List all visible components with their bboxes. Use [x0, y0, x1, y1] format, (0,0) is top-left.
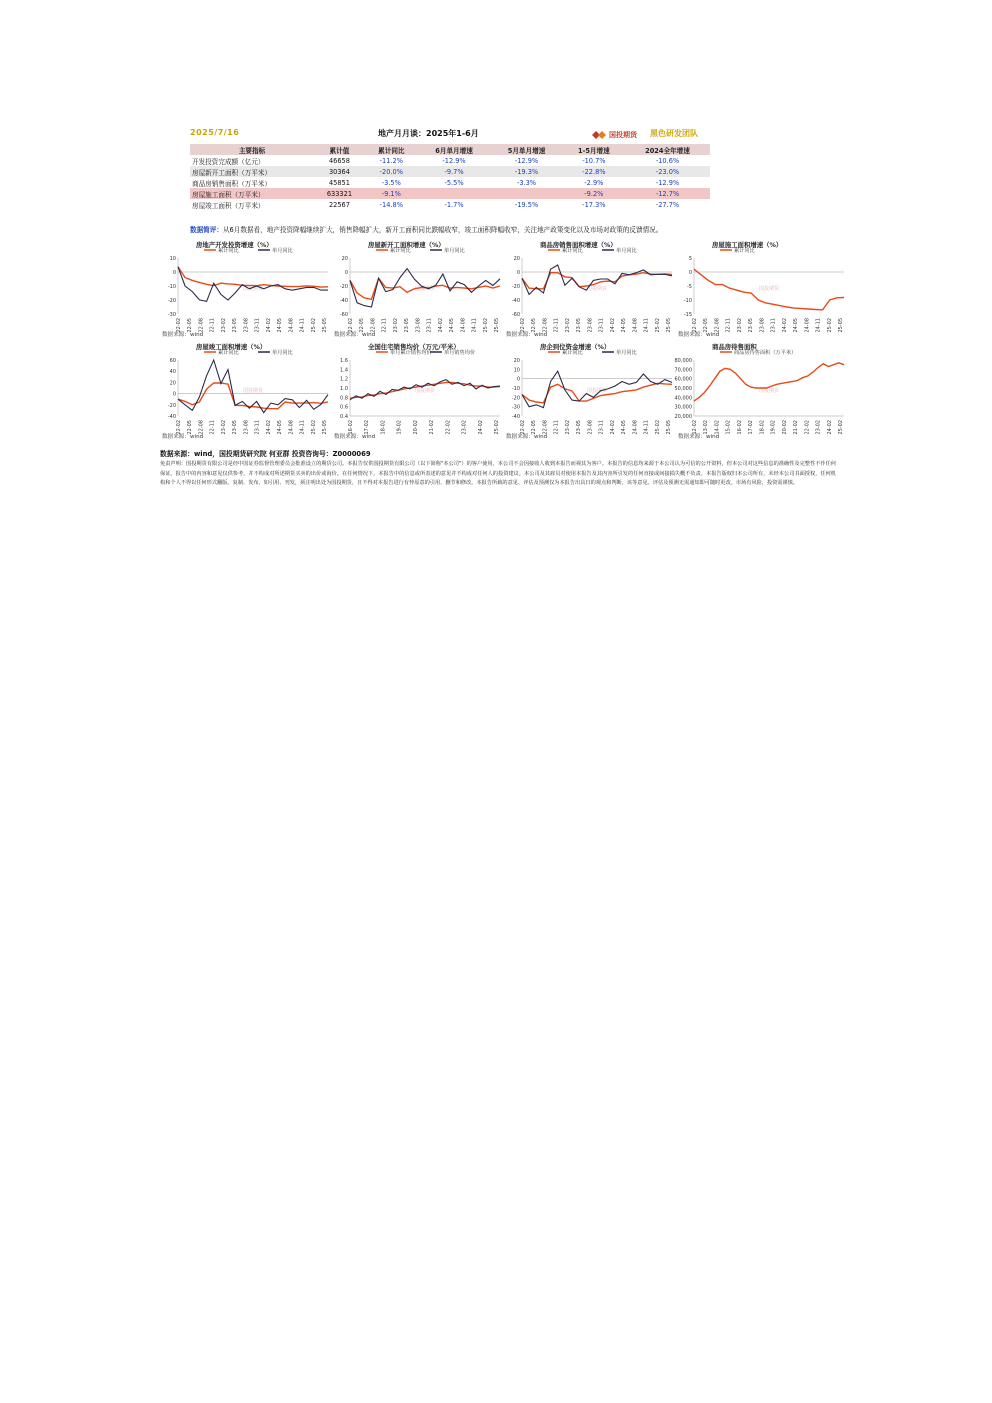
y-tick-label: 0: [516, 376, 520, 383]
x-tick-label: 22-05: [187, 420, 194, 435]
x-tick-label: 24-02: [265, 318, 272, 333]
x-tick-label: 20-02: [412, 420, 419, 435]
x-tick-label: 16-02: [736, 420, 743, 435]
x-tick-label: 23-02: [220, 318, 227, 333]
x-tick-label: 23-05: [576, 420, 583, 435]
y-tick-label: 0.6: [340, 404, 348, 411]
table-row: [190, 199, 710, 210]
x-tick-label: 23-05: [404, 318, 411, 333]
x-tick-label: 23-02: [220, 420, 227, 435]
y-tick-label: -20: [511, 284, 520, 290]
y-tick-label: 20: [513, 358, 520, 364]
row-m6: -5.5%: [444, 178, 464, 187]
chart-title: 房屋竣工面积增速（%）: [196, 343, 267, 351]
row-value: 45851: [328, 178, 350, 187]
watermark: 国投期货: [242, 388, 264, 394]
x-tick-label: 23-05: [576, 318, 583, 333]
col-header: 累计同比: [365, 144, 418, 155]
row-value: 22567: [328, 200, 350, 209]
table-row: [190, 188, 710, 199]
y-tick-label: 1.6: [340, 358, 348, 364]
x-tick-label: 24-08: [804, 318, 811, 333]
y-tick-label: 30,000: [674, 404, 692, 411]
row-m5: -19.5%: [514, 200, 539, 209]
legend-label: 单月同比: [272, 350, 293, 356]
x-tick-label: 22-02: [804, 420, 811, 435]
chart-title: 房屋新开工面积增速（%）: [368, 241, 445, 249]
legend-label: 累计同比: [218, 350, 239, 356]
x-tick-label: 15-02: [725, 420, 732, 435]
x-tick-label: 22-02: [520, 318, 526, 333]
chart-source: 数据来源：wind: [334, 332, 376, 338]
row-name: 房屋竣工面积（万平米）: [192, 201, 265, 210]
chart-source: 数据来源：wind: [506, 434, 548, 440]
x-tick-label: 23-11: [770, 318, 777, 333]
y-tick-label: -40: [511, 298, 520, 304]
x-tick-label: 16-02: [348, 420, 354, 435]
y-tick-label: 0: [688, 270, 692, 276]
watermark: 国投期货: [586, 388, 608, 394]
x-tick-label: 23-11: [598, 420, 605, 435]
x-tick-label: 24-02: [826, 420, 833, 435]
row-2024: -12.9%: [655, 178, 680, 187]
row-m15: -9.2%: [563, 188, 625, 199]
row-cum: -11.2%: [379, 156, 403, 165]
x-tick-label: 22-08: [198, 318, 205, 333]
x-tick-label: 24-08: [632, 420, 639, 435]
y-tick-label: -40: [167, 414, 176, 420]
watermark: 国投期货: [758, 388, 780, 394]
x-tick-label: 22-11: [209, 318, 216, 333]
x-tick-label: 25-02: [826, 318, 833, 333]
y-tick-label: 20,000: [674, 414, 692, 420]
x-tick-label: 23-02: [736, 318, 743, 333]
commentary-label: 数据简评：: [190, 226, 223, 234]
x-tick-label: 13-02: [703, 420, 710, 435]
y-tick-label: -60: [511, 312, 520, 318]
col-header: 主要指标: [190, 144, 314, 155]
y-tick-label: 0: [172, 270, 176, 276]
chart-8: [676, 342, 848, 442]
diamond-logo-icon: [592, 130, 606, 140]
y-tick-label: 0.4: [340, 414, 348, 420]
y-tick-label: 1.2: [340, 376, 348, 383]
x-tick-label: 22-05: [359, 318, 366, 333]
chart-source: 数据来源：wind: [162, 332, 204, 338]
x-tick-label: 25-02: [310, 420, 317, 435]
row-value: 633321: [314, 188, 365, 199]
chart-1: [160, 240, 332, 340]
y-tick-label: -10: [167, 284, 176, 290]
x-tick-label: 12-02: [692, 420, 698, 435]
x-tick-label: 22-02: [445, 420, 452, 435]
x-tick-label: 25-02: [494, 420, 500, 435]
x-tick-label: 22-08: [198, 420, 205, 435]
row-name: 商品房销售面积（万平米）: [192, 179, 272, 188]
x-tick-label: 23-11: [254, 318, 261, 333]
data-commentary: [190, 224, 830, 234]
chart-svg: [160, 248, 332, 342]
x-tick-label: 24-11: [471, 318, 478, 333]
x-tick-label: 24-11: [643, 318, 650, 333]
x-tick-label: 23-11: [426, 318, 433, 333]
y-tick-label: 20: [169, 380, 176, 387]
y-tick-label: 0: [172, 391, 176, 398]
row-m6: -9.7%: [418, 166, 490, 177]
chart-title: 商品房待售面积: [712, 343, 757, 351]
chart-svg: [676, 248, 848, 342]
x-tick-label: 25-02: [482, 318, 489, 333]
x-tick-label: 24-08: [288, 318, 295, 333]
chart-title: 房地产开发投资增速（%）: [196, 241, 273, 249]
table-row: [190, 166, 710, 177]
y-tick-label: 40: [169, 369, 176, 376]
x-tick-label: 24-08: [288, 420, 295, 435]
legend-label: 商品房待售面积（万平米）: [734, 350, 797, 356]
x-tick-label: 22-02: [692, 318, 698, 333]
row-2024: -27.7%: [655, 200, 680, 209]
y-tick-label: 70,000: [674, 367, 692, 374]
x-tick-label: 23-05: [232, 420, 239, 435]
x-tick-label: 17-02: [748, 420, 755, 435]
y-tick-label: -10: [511, 386, 520, 392]
watermark: 国投期货: [758, 286, 780, 292]
row-m15: -10.7%: [582, 156, 606, 165]
y-tick-label: 0: [344, 270, 348, 276]
x-tick-label: 23-11: [254, 420, 261, 435]
y-tick-label: 80,000: [674, 358, 692, 364]
y-tick-label: -40: [339, 298, 348, 304]
chart-svg: [332, 350, 504, 444]
chart-svg: [676, 350, 848, 444]
x-tick-label: 23-08: [415, 318, 422, 333]
report-date: 2025/7/16: [190, 128, 240, 137]
x-tick-label: 22-08: [542, 318, 549, 333]
y-tick-label: -60: [339, 312, 348, 318]
col-header: 5月单月增速: [490, 144, 562, 155]
footer-source: 数据来源：wind，国投期货研究院 何亚群 投资咨询号：Z0000069: [160, 450, 371, 458]
chart-title: 房屋施工面积增速（%）: [712, 241, 783, 249]
row-name: 房屋新开工面积（万平米）: [190, 166, 314, 177]
x-tick-label: 19-02: [396, 420, 403, 435]
row-cum: -14.8%: [379, 200, 403, 209]
company-logo: [592, 128, 637, 142]
x-tick-label: 25-05: [494, 318, 500, 333]
report-title: 地产月月谈：2025年1-6月: [378, 129, 479, 138]
y-tick-label: 1.0: [340, 386, 348, 392]
y-tick-label: -10: [683, 298, 692, 304]
table-row: [190, 155, 710, 166]
x-tick-label: 22-02: [520, 420, 526, 435]
x-tick-label: 24-02: [437, 318, 444, 333]
legend-label: 单月同比: [444, 248, 465, 254]
x-tick-label: 25-05: [322, 420, 328, 435]
legend-label: 单月累计销售均价: [390, 350, 432, 356]
y-tick-label: -20: [511, 395, 520, 402]
y-tick-label: 20: [513, 256, 520, 262]
x-tick-label: 18-02: [759, 420, 766, 435]
x-tick-label: 25-02: [838, 420, 844, 435]
x-tick-label: 22-11: [553, 420, 560, 435]
x-tick-label: 23-02: [461, 420, 468, 435]
chart-source: 数据来源：wind: [162, 434, 204, 440]
y-tick-label: -5: [687, 284, 692, 290]
team-name: 黑色研发团队: [650, 129, 698, 138]
row-m6: [418, 188, 490, 199]
x-tick-label: 18-02: [380, 420, 387, 435]
x-tick-label: 24-02: [265, 420, 272, 435]
x-tick-label: 21-02: [429, 420, 436, 435]
x-tick-label: 14-02: [714, 420, 721, 435]
x-tick-label: 24-02: [781, 318, 788, 333]
kpi-header-row: [190, 144, 710, 155]
y-tick-label: -30: [511, 404, 520, 411]
row-m15: -17.3%: [582, 200, 606, 209]
x-tick-label: 23-08: [587, 420, 594, 435]
series-line-1: [694, 363, 844, 401]
col-header: 2024全年增速: [625, 144, 710, 155]
row-2024: -10.6%: [655, 156, 680, 165]
y-tick-label: 50,000: [674, 386, 692, 392]
x-tick-label: 24-05: [621, 420, 628, 435]
x-tick-label: 23-02: [564, 420, 571, 435]
legend-label: 累计同比: [218, 248, 239, 254]
watermark: 国投期货: [586, 286, 608, 292]
y-tick-label: 0.8: [340, 395, 348, 402]
y-tick-label: -20: [167, 298, 176, 304]
row-m15: -22.8%: [563, 166, 625, 177]
row-m5: -12.9%: [514, 156, 539, 165]
x-tick-label: 25-05: [666, 318, 672, 333]
x-tick-label: 22-02: [176, 318, 182, 333]
chart-svg: [504, 248, 676, 342]
row-2024: -12.7%: [625, 188, 710, 199]
y-tick-label: -15: [683, 312, 692, 318]
x-tick-label: 24-05: [277, 420, 284, 435]
series-line-1: [178, 267, 328, 287]
x-tick-label: 22-05: [531, 420, 538, 435]
x-tick-label: 17-02: [364, 420, 371, 435]
chart-title: 房企到位资金增速（%）: [540, 343, 611, 351]
x-tick-label: 25-02: [654, 318, 661, 333]
y-tick-label: 20: [341, 256, 348, 262]
x-tick-label: 24-05: [793, 318, 800, 333]
watermark: 国投期货: [414, 286, 436, 292]
y-tick-label: 10: [513, 367, 520, 374]
x-tick-label: 24-11: [643, 420, 650, 435]
x-tick-label: 24-08: [632, 318, 639, 333]
row-name: 房屋施工面积（万平米）: [190, 188, 314, 199]
chart-4: [676, 240, 848, 340]
series-line-2: [178, 360, 328, 413]
x-tick-label: 23-08: [243, 420, 250, 435]
row-value: 30364: [314, 166, 365, 177]
legend-label: 单月销售均价: [444, 350, 476, 356]
x-tick-label: 24-02: [477, 420, 484, 435]
disclaimer-text: 免责声明：国投期货有限公司是经中国证券监督管理委员会批准设立的期货公司。本报告仅供国投期货有限公司（以下简称"本公司"）的客户使用，本公司不会因接收人收到本报告而视其为客户。本报告的信息均来源于本公司认为可信的公开资料，但本公司对这些信息的准确性及完整性不作任何保证。报告中的内容和意见仅供参考，并不构成对所述期货买卖的出价或询价。在任何情况下，本报告中的信息或所表述的意见并不构成对任何人的投资建议。本公司及其雇员对使用本报告及其内容所引发的任何直接或间接损失概不负责。本报告版权归本公司所有，未经本公司书面授权，任何机构和个人不得以任何形式翻版、复制、发布，如引用、刊发，须注明出处为国投期货，且不得对本报告进行有悖原意的引用、删节和修改。本报告所载的意见、评估及预测仅为本报告出具日的观点和判断，该等意见、评估及预测无需通知即可随时更改。市场有风险，投资需谨慎。: [160, 461, 836, 487]
x-tick-label: 25-05: [838, 318, 844, 333]
x-tick-label: 25-05: [322, 318, 328, 333]
x-tick-label: 25-02: [310, 318, 317, 333]
x-tick-label: 22-05: [531, 318, 538, 333]
legend-label: 累计同比: [562, 248, 583, 254]
legend-label: 单月同比: [616, 248, 637, 254]
commentary-text: 从6月数据看，地产投资降幅继续扩大，销售降幅扩大，新开工面积同比跌幅收窄，竣工面积降幅收窄，关注地产政策变化以及市场对政策的反馈情况。: [222, 226, 663, 234]
y-tick-label: 10: [169, 256, 176, 262]
chart-title: 全国住宅销售均价（万元/平米）: [368, 343, 460, 351]
x-tick-label: 23-11: [598, 318, 605, 333]
x-tick-label: 23-02: [564, 318, 571, 333]
x-tick-label: 23-05: [232, 318, 239, 333]
x-tick-label: 24-02: [609, 318, 616, 333]
chart-5: [160, 342, 332, 442]
x-tick-label: 23-05: [748, 318, 755, 333]
col-header: 1-5月增速: [563, 144, 625, 155]
row-m5: -19.3%: [490, 166, 562, 177]
row-cum: -20.0%: [365, 166, 418, 177]
x-tick-label: 22-02: [348, 318, 354, 333]
col-header: 6月单月增速: [418, 144, 490, 155]
row-value: 46658: [328, 156, 350, 165]
row-m5: [490, 188, 562, 199]
x-tick-label: 22-11: [725, 318, 732, 333]
x-tick-label: 24-05: [277, 318, 284, 333]
row-name: 开发投资完成额（亿元）: [192, 157, 265, 166]
y-tick-label: -20: [339, 284, 348, 290]
y-tick-label: 60,000: [674, 376, 692, 383]
row-2024: -23.0%: [625, 166, 710, 177]
x-tick-label: 24-02: [609, 420, 616, 435]
chart-3: [504, 240, 676, 340]
x-tick-label: 24-11: [815, 318, 822, 333]
x-tick-label: 22-05: [187, 318, 194, 333]
row-m6: -12.9%: [442, 156, 466, 165]
legend-label: 累计同比: [734, 248, 755, 254]
chart-source: 数据来源：wind: [678, 332, 720, 338]
row-m6: -1.7%: [444, 200, 464, 209]
logo-text: 国投期货: [609, 131, 637, 139]
table-row: [190, 177, 710, 188]
chart-svg: [332, 248, 504, 342]
x-tick-label: 19-02: [770, 420, 777, 435]
x-tick-label: 24-05: [449, 318, 456, 333]
y-tick-label: -30: [167, 312, 176, 318]
x-tick-label: 24-05: [621, 318, 628, 333]
y-tick-label: 5: [688, 256, 692, 262]
y-tick-label: 1.4: [340, 367, 348, 374]
y-tick-label: 40,000: [674, 395, 692, 402]
chart-svg: [504, 350, 676, 444]
x-tick-label: 25-05: [666, 420, 672, 435]
x-tick-label: 23-02: [815, 420, 822, 435]
legend-label: 单月同比: [272, 248, 293, 254]
legend-label: 累计同比: [562, 350, 583, 356]
x-tick-label: 22-08: [542, 420, 549, 435]
chart-source: 数据来源：wind: [334, 434, 376, 440]
x-tick-label: 23-08: [759, 318, 766, 333]
watermark: 国投期货: [414, 388, 436, 394]
x-tick-label: 24-11: [299, 420, 306, 435]
x-tick-label: 20-02: [781, 420, 788, 435]
x-tick-label: 25-02: [654, 420, 661, 435]
x-tick-label: 23-08: [243, 318, 250, 333]
x-tick-label: 22-11: [381, 318, 388, 333]
x-tick-label: 23-08: [587, 318, 594, 333]
x-tick-label: 23-02: [392, 318, 399, 333]
row-m5: -3.3%: [516, 178, 537, 187]
kpi-table: [190, 144, 710, 210]
x-tick-label: 24-08: [460, 318, 467, 333]
legend-label: 累计同比: [390, 248, 411, 254]
x-tick-label: 21-02: [793, 420, 800, 435]
chart-source: 数据来源：wind: [678, 434, 720, 440]
row-cum: -9.1%: [365, 188, 418, 199]
x-tick-label: 22-05: [703, 318, 710, 333]
y-tick-label: -20: [167, 402, 176, 409]
col-header: 累计值: [314, 144, 365, 155]
legend-label: 单月同比: [616, 350, 637, 356]
x-tick-label: 22-02: [176, 420, 182, 435]
chart-svg: [160, 350, 332, 444]
chart-title: 商品房销售面积增速（%）: [540, 241, 617, 249]
x-tick-label: 22-11: [209, 420, 216, 435]
x-tick-label: 22-08: [714, 318, 721, 333]
x-tick-label: 24-11: [299, 318, 306, 333]
row-m15: -2.9%: [584, 178, 604, 187]
y-tick-label: -40: [511, 414, 520, 420]
chart-6: [332, 342, 504, 442]
x-tick-label: 22-11: [553, 318, 560, 333]
y-tick-label: 0: [516, 270, 520, 276]
chart-7: [504, 342, 676, 442]
y-tick-label: 60: [169, 358, 176, 364]
row-cum: -3.5%: [381, 178, 401, 187]
watermark: 国投期货: [242, 286, 264, 292]
chart-2: [332, 240, 504, 340]
chart-source: 数据来源：wind: [506, 332, 548, 338]
x-tick-label: 22-08: [370, 318, 377, 333]
